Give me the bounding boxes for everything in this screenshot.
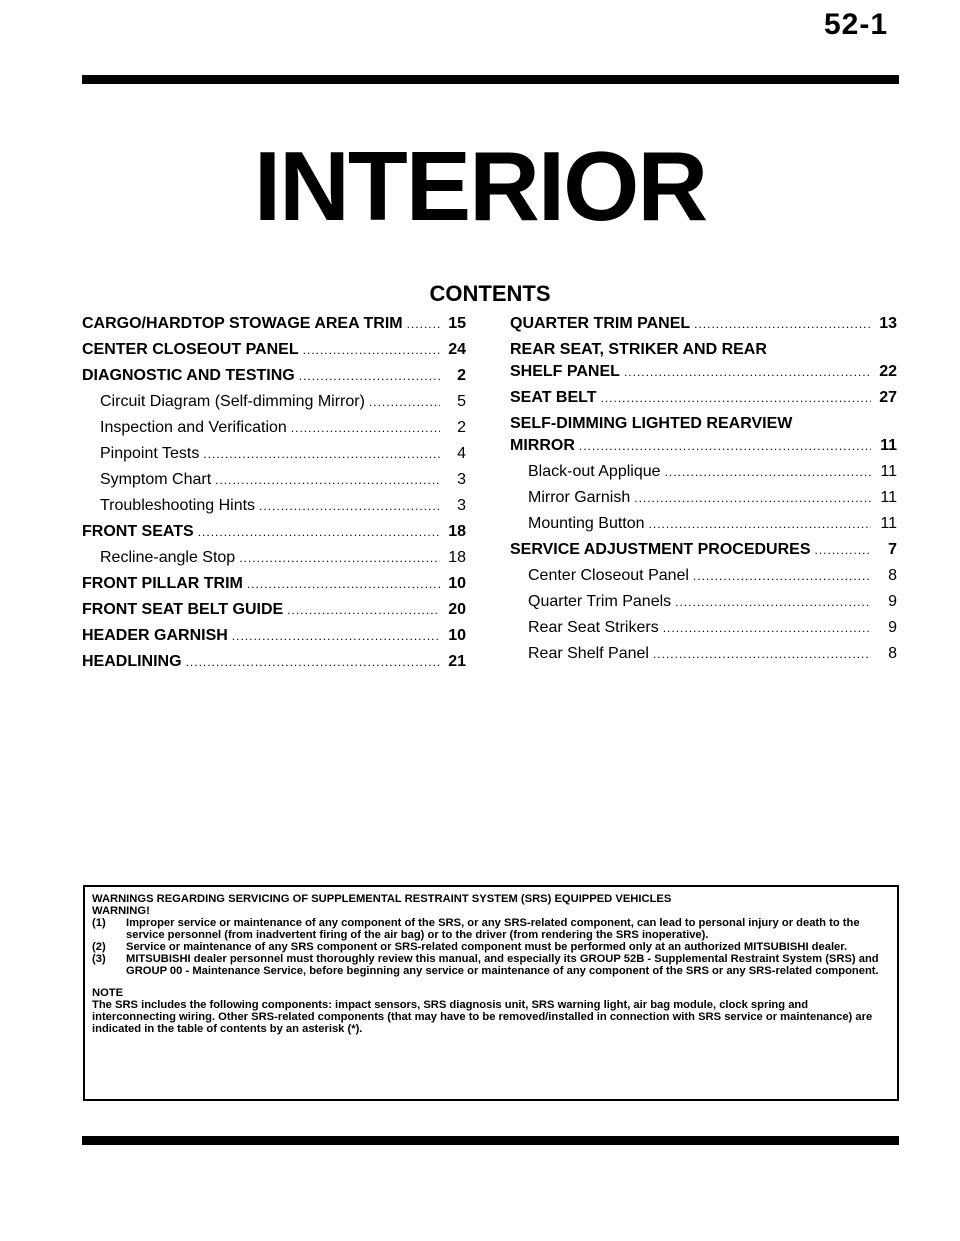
toc-entry-page: 10: [448, 575, 466, 592]
toc-entry[interactable]: [510, 565, 897, 587]
toc-leader-dots: [287, 599, 440, 621]
toc-entry[interactable]: [82, 573, 466, 595]
toc-entry-label: Troubleshooting Hints: [100, 497, 256, 514]
toc-leader-dots: [579, 435, 871, 457]
toc-entry-page: 11: [880, 463, 897, 480]
toc-entry-page: 2: [457, 367, 466, 384]
toc-entry[interactable]: [510, 413, 897, 457]
toc-entry-label: FRONT SEAT BELT GUIDE: [82, 601, 284, 618]
toc-leader-dots: [649, 513, 871, 535]
toc-entry-page: 21: [448, 653, 466, 670]
toc-entry[interactable]: [510, 487, 897, 509]
toc-entry-page: 10: [448, 627, 466, 644]
warning-item-number: (1): [92, 917, 106, 929]
toc-entry-page: 7: [888, 541, 897, 558]
toc-entry-label: Rear Seat Strikers: [528, 619, 659, 636]
toc-entry[interactable]: [510, 387, 897, 409]
bottom-rule: [82, 1136, 899, 1145]
toc-entry-label-line1: REAR SEAT, STRIKER AND REAR: [510, 341, 767, 358]
toc-entry-label: MIRROR: [510, 437, 575, 454]
toc-entry-label: DIAGNOSTIC AND TESTING: [82, 367, 295, 384]
toc-entry-label: CENTER CLOSEOUT PANEL: [82, 341, 299, 358]
note-text: The SRS includes the following components: impact sensors, SRS diagnosis unit, SRS warning light, air bag module, clock spring and interconnecting wiring. Other SRS-related components (that may have to be removed/installed in connection with SRS service or maintenance) are indicated in the table of contents by an asterisk (*).: [92, 999, 873, 1035]
toc-leader-dots: [601, 387, 871, 409]
toc-entry-label: HEADLINING: [82, 653, 182, 670]
toc-entry-label: FRONT SEATS: [82, 523, 194, 540]
toc-entry-page: 9: [888, 593, 897, 610]
toc-leader-dots: [232, 625, 440, 647]
toc-entry-label: Black-out Applique: [528, 463, 661, 480]
warning-item-number: (3): [92, 953, 106, 965]
toc-entry-label: HEADER GARNISH: [82, 627, 228, 644]
toc-entry-page: 11: [880, 437, 897, 454]
toc-leader-dots: [634, 487, 871, 509]
toc-entry-label: Pinpoint Tests: [100, 445, 200, 462]
warning-item: [92, 953, 890, 977]
toc-entry-label: Center Closeout Panel: [528, 567, 689, 584]
srs-warning-box: [83, 885, 899, 1101]
toc-leader-dots: [675, 591, 871, 613]
toc-entry-page: 8: [888, 645, 897, 662]
toc-leader-dots: [247, 573, 440, 595]
toc-entry-label: CARGO/HARDTOP STOWAGE AREA TRIM: [82, 315, 403, 332]
toc-entry[interactable]: [82, 313, 466, 335]
page-number: 52-1: [823, 8, 888, 41]
toc-entry-label: Mirror Garnish: [528, 489, 631, 506]
toc-entry[interactable]: [82, 391, 466, 413]
contents-heading: CONTENTS: [429, 281, 551, 306]
toc-entry-label: Quarter Trim Panels: [528, 593, 672, 610]
toc-entry-page: 22: [879, 363, 897, 380]
toc-entry[interactable]: [82, 469, 466, 491]
warning-item: [92, 941, 890, 953]
toc-entry-label: Inspection and Verification: [100, 419, 287, 436]
warning-item-number: (2): [92, 941, 106, 953]
toc-entry-page: 9: [888, 619, 897, 636]
toc-entry[interactable]: [82, 495, 466, 517]
toc-entry[interactable]: [510, 513, 897, 535]
toc-entry-line2: [510, 435, 897, 457]
toc-leader-dots: [215, 469, 440, 491]
note-block: [92, 987, 890, 1035]
toc-entry-page: 4: [457, 445, 466, 462]
toc-leader-dots: [624, 361, 871, 383]
toc-entry[interactable]: [510, 461, 897, 483]
toc-entry-page: 15: [448, 315, 466, 332]
toc-leader-dots: [665, 461, 871, 483]
toc-entry-label: SERVICE ADJUSTMENT PROCEDURES: [510, 541, 811, 558]
toc-entry-page: 11: [880, 489, 897, 506]
toc-leader-dots: [239, 547, 440, 569]
toc-leader-dots: [369, 391, 440, 413]
top-rule: [82, 75, 899, 84]
toc-leader-dots: [663, 617, 871, 639]
toc-leader-dots: [815, 539, 872, 561]
toc-entry-label: Circuit Diagram (Self-dimming Mirror): [100, 393, 365, 410]
toc-entry-label: Recline-angle Stop: [100, 549, 236, 566]
toc-entry-label: Mounting Button: [528, 515, 645, 532]
toc-entry-label: SEAT BELT: [510, 389, 597, 406]
toc-entry-page: 24: [448, 341, 466, 358]
toc-entry-label: FRONT PILLAR TRIM: [82, 575, 243, 592]
toc-entry-label-line1: SELF-DIMMING LIGHTED REARVIEW: [510, 415, 793, 432]
toc-leader-dots: [198, 521, 440, 543]
toc-entry-label: Rear Shelf Panel: [528, 645, 649, 662]
toc-entry-page: 18: [448, 549, 466, 566]
toc-entry[interactable]: [510, 617, 897, 639]
toc-left-column: [82, 313, 466, 677]
toc-entry-page: 11: [880, 515, 897, 532]
warning-item: [92, 917, 890, 941]
toc-entry[interactable]: [82, 547, 466, 569]
toc-entry[interactable]: [82, 521, 466, 543]
note-label: NOTE: [92, 987, 124, 999]
toc-entry-page: 2: [457, 419, 466, 436]
toc-entry-line2: [510, 361, 897, 383]
toc-leader-dots: [694, 313, 871, 335]
warning-heading: WARNINGS REGARDING SERVICING OF SUPPLEMENTAL RESTRAINT SYSTEM (SRS) EQUIPPED VEHICLES: [92, 893, 672, 905]
warning-item-text: MITSUBISHI dealer personnel must thoroughly review this manual, and especially its GROUP 52B - Supplemental Restraint System (SRS) and GROUP 00 - Maintenance Service, before beginning any service or maintenance of any component of the SRS or any SRS-related component.: [126, 953, 879, 977]
toc-entry-page: 3: [457, 471, 466, 488]
toc-leader-dots: [303, 339, 440, 361]
toc-entry-page: 13: [879, 315, 897, 332]
toc-entry-page: 3: [457, 497, 466, 514]
toc-entry[interactable]: [82, 625, 466, 647]
page-title: INTERIOR: [253, 131, 707, 241]
toc-entry-page: 20: [448, 601, 466, 618]
toc-leader-dots: [653, 643, 871, 665]
toc-entry[interactable]: [82, 443, 466, 465]
toc-right-column: [510, 313, 897, 669]
toc-entry-label: QUARTER TRIM PANEL: [510, 315, 691, 332]
toc-entry-label: Symptom Chart: [100, 471, 212, 488]
warning-item-text: Service or maintenance of any SRS component or SRS-related component must be performed only at an authorized MITSUBISHI dealer.: [126, 941, 848, 953]
toc-entry-label: SHELF PANEL: [510, 363, 620, 380]
toc-leader-dots: [259, 495, 440, 517]
toc-entry[interactable]: [82, 599, 466, 621]
toc-entry[interactable]: [510, 643, 897, 665]
toc-entry[interactable]: [82, 651, 466, 673]
toc-entry-page: 27: [879, 389, 897, 406]
toc-entry[interactable]: [510, 591, 897, 613]
toc-entry[interactable]: [82, 339, 466, 361]
toc-entry[interactable]: [510, 339, 897, 383]
warning-item-text: Improper service or maintenance of any component of the SRS, or any SRS-related component, can lead to personal injury or death to the service personnel (from inadvertent firing of the air bag) or to the driver (from rendering the SRS inoperative).: [126, 917, 860, 941]
toc-leader-dots: [291, 417, 440, 439]
toc-leader-dots: [186, 651, 440, 673]
toc-entry[interactable]: [510, 539, 897, 561]
toc-leader-dots: [203, 443, 440, 465]
warning-label: WARNING!: [92, 905, 150, 917]
toc-entry[interactable]: [82, 417, 466, 439]
toc-entry[interactable]: [510, 313, 897, 335]
toc-leader-dots: [299, 365, 440, 387]
toc-leader-dots: [407, 313, 440, 335]
toc-entry-page: 18: [448, 523, 466, 540]
toc-entry-page: 8: [888, 567, 897, 584]
toc-entry-page: 5: [457, 393, 466, 410]
toc-leader-dots: [693, 565, 871, 587]
toc-entry[interactable]: [82, 365, 466, 387]
